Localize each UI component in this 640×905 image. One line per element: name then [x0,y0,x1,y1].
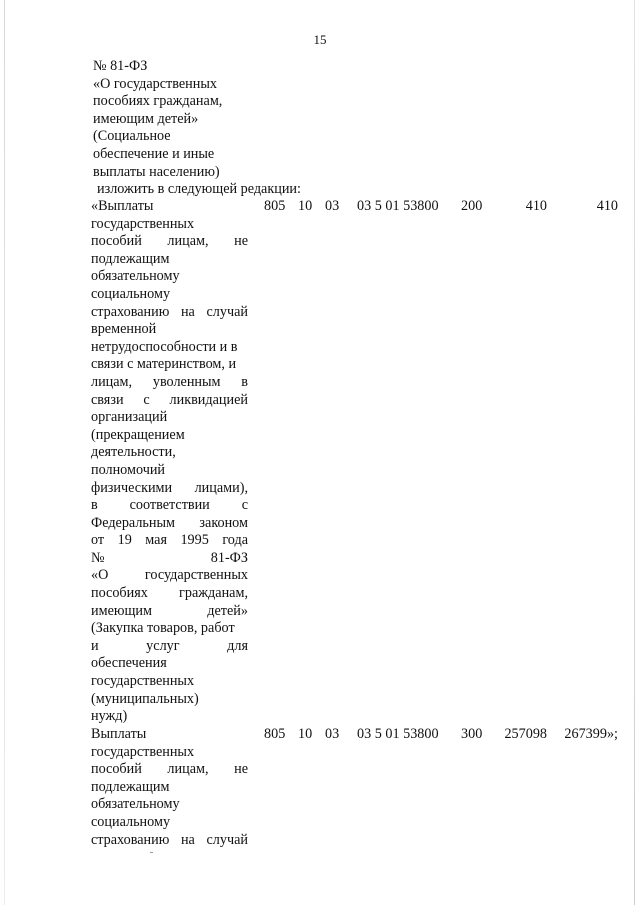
cell-sum-year-2: 410 [596,198,618,214]
description-line: связи с ликвидацией [91,391,248,408]
description-line: «О государственных [91,567,248,584]
cell-razdel: 10 [298,726,313,742]
cell-csr: 03 5 01 53800 [357,198,439,214]
description-line: лицам, уволенным в [91,373,248,390]
cell-podrazdel: 03 [325,726,340,742]
row-description [91,726,248,849]
cell-ved: 805 [264,198,286,214]
intro-line: выплаты населению) [93,163,220,180]
cell-sum-year-1: 410 [525,198,547,214]
intro-line: обеспечение и иные [93,145,215,162]
intro-line: «О государственных [93,75,217,92]
description-line: связи с материнством, и [91,356,237,373]
description-line: временной [91,321,157,338]
description-line: в соответствии с [91,497,248,514]
description-line: подлежащим [91,778,170,795]
description-line: от 19 мая 1995 года [91,532,248,549]
scan-right-edge [634,0,635,905]
description-line: подлежащим [91,250,170,267]
description-line: государственных [91,673,195,690]
intro-text [93,58,333,199]
cell-csr: 03 5 01 53800 [357,726,439,742]
description-line: полномочий [91,461,166,478]
description-line: пособиях гражданам, [91,585,248,602]
intro-line: (Социальное [93,128,171,145]
page-number: 15 [313,32,327,47]
description-line: Федеральным законом [91,514,248,531]
description-line: «Выплаты [91,198,154,214]
description-line: социальному [91,813,171,830]
cell-vr: 300 [461,726,483,742]
intro-line: № 81-ФЗ [93,58,148,74]
description-line: деятельности, [91,444,176,461]
description-line: социальному [91,285,171,302]
cell-ved: 805 [264,726,286,742]
cell-sum-year-1: 257098 [504,726,547,742]
cell-vr: 200 [461,198,483,214]
description-line: обязательному [91,796,180,813]
description-line: организаций [91,409,168,426]
description-line: (прекращением [91,426,185,443]
description-line: (муниципальных) [91,690,199,707]
cell-razdel: 10 [298,198,313,214]
description-line: обеспечения [91,655,167,672]
intro-line: имеющим детей» [93,110,199,127]
cell-podrazdel: 03 [325,198,340,214]
description-line: имеющим детей» [91,602,248,619]
scan-left-edge [4,0,5,905]
row-description [91,198,248,726]
description-line: (Закупка товаров, работ [91,620,235,637]
description-line: нетрудоспособности и в [91,338,238,355]
description-line: нужд) [91,708,128,725]
description-line: государственных [91,215,195,232]
description-line: физическими лицами), [91,479,248,496]
description-line: государственных [91,743,195,760]
description-line: № 81-ФЗ [91,549,248,566]
intro-line: изложить в следующей редакции: [97,181,301,198]
description-line: страхованию на случай [91,831,248,848]
description-line: обязательному [91,268,180,285]
scan-speck [150,852,153,853]
intro-line: пособиях гражданам, [93,93,223,110]
description-line: пособий лицам, не [91,233,248,250]
description-line: и услуг для [91,637,248,654]
description-line: страхованию на случай [91,303,248,320]
cell-sum-year-2: 267399»; [564,726,618,742]
description-line: пособий лицам, не [91,761,248,778]
description-line: Выплаты [91,726,147,742]
